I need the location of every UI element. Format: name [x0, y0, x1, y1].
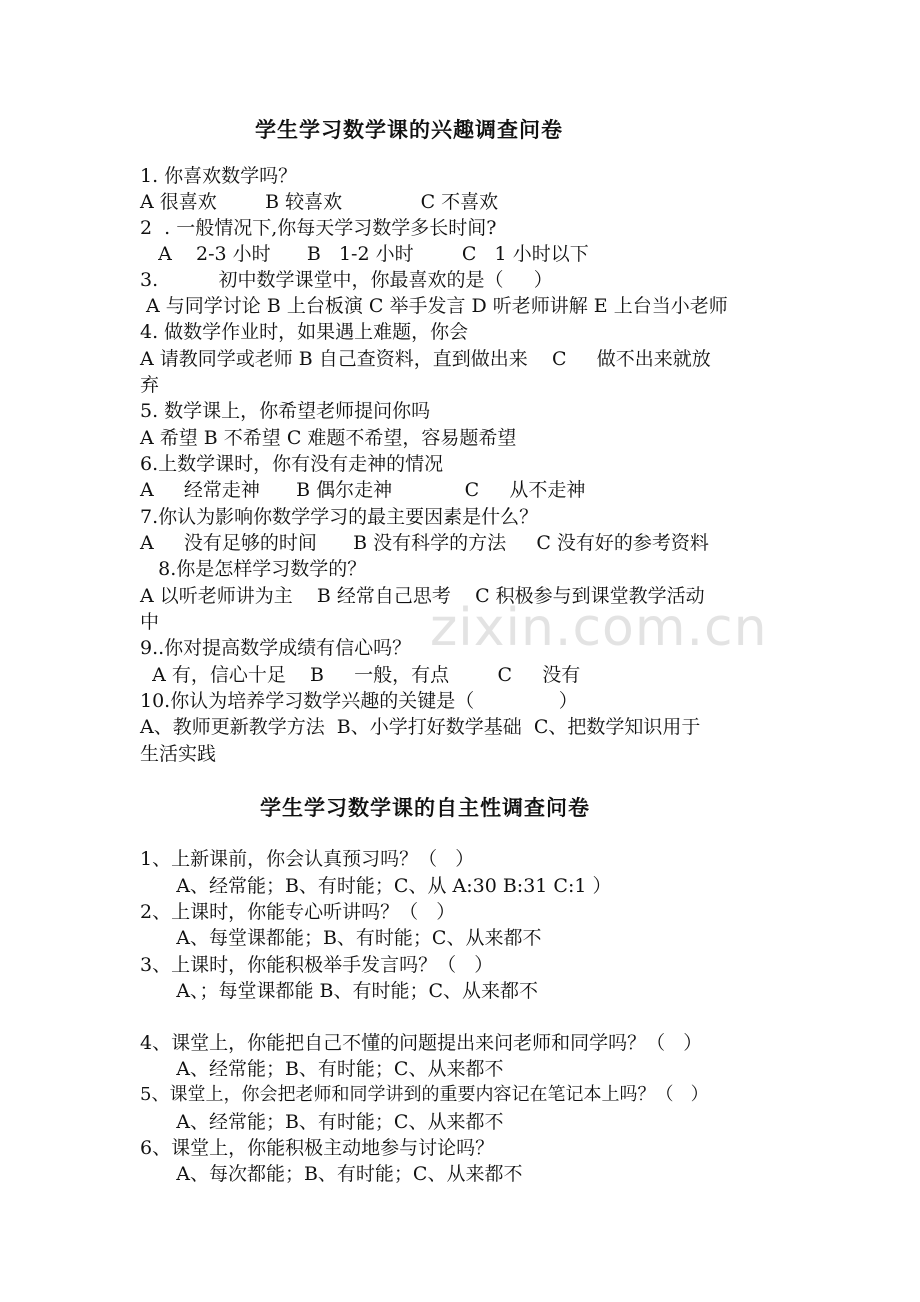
survey1-line: A、教师更新教学方法 B、小学打好数学基础 C、把数学知识用于	[140, 716, 701, 738]
survey1-line: 生活实践	[140, 743, 217, 765]
survey1-line: 9..你对提高数学成绩有信心吗？	[140, 637, 412, 659]
survey1-line: A 希望 B 不希望 C 难题不希望，容易题希望	[140, 427, 517, 449]
survey1-line: 5. 数学课上，你希望老师提问你吗	[140, 400, 431, 422]
survey1-line: 中	[140, 611, 160, 633]
survey2-line: 4、课堂上，你能把自己不懂的问题提出来问老师和同学吗？（ ）	[140, 1032, 703, 1054]
survey1-line: 7.你认为影响你数学学习的最主要因素是什么？	[140, 506, 539, 528]
survey1-line: A 与同学讨论 B 上台板演 C 举手发言 D 听老师讲解 E 上台当小老师	[140, 295, 728, 317]
survey2-line: 1、上新课前，你会认真预习吗？（ ）	[140, 848, 475, 870]
survey2-line: A、经常能；B、有时能；C、从来都不	[140, 1058, 504, 1080]
survey1-line: A 2-3 小时 B 1-2 小时 C 1 小时以下	[140, 243, 589, 265]
survey2-line: 3、上课时，你能积极举手发言吗？（ ）	[140, 954, 494, 976]
survey1-line: 2 . 一般情况下,你每天学习数学多长时间?	[140, 217, 497, 239]
survey2-line: A、；每堂课都能 B、有时能；C、从来都不	[140, 980, 538, 1002]
survey2-line: 2、上课时，你能专心听讲吗？（ ）	[140, 901, 456, 923]
survey1-line: 8.你是怎样学习数学的？	[140, 558, 367, 580]
survey1-line: A 以听老师讲为主 B 经常自己思考 C 积极参与到课堂教学活动	[140, 585, 705, 607]
survey1-line: A 没有足够的时间 B 没有科学的方法 C 没有好的参考资料	[140, 532, 709, 554]
survey1-title: 学生学习数学课的兴趣调查问卷	[255, 117, 563, 142]
survey2-line: A、每次都能；B、有时能；C、从来都不	[140, 1163, 523, 1185]
survey1-line: 6.上数学课时，你有没有走神的情况	[140, 453, 444, 475]
survey2-line: A、每堂课都能；B、有时能；C、从来都不	[140, 927, 542, 949]
survey2-line: A、经常能；B、有时能；C、从 A:30 B:31 C:1 ）	[140, 875, 612, 897]
survey1-line: A 很喜欢 B 较喜欢 C 不喜欢	[140, 191, 499, 213]
survey2-line: 5、课堂上，你会把老师和同学讲到的重要内容记在笔记本上吗？（ ）	[140, 1084, 709, 1105]
survey1-line: A 有，信心十足 B 一般，有点 C 没有	[140, 664, 581, 686]
survey2-line: 6、课堂上，你能积极主动地参与讨论吗？	[140, 1137, 495, 1159]
survey1-line: 4. 做数学作业时，如果遇上难题，你会	[140, 321, 469, 343]
survey1-line: 1. 你喜欢数学吗？	[140, 165, 298, 187]
survey1-line: 弃	[140, 374, 160, 396]
survey2-title: 学生学习数学课的自主性调查问卷	[260, 795, 590, 820]
survey1-line: 3. 初中数学课堂中，你最喜欢的是（ ）	[140, 269, 553, 291]
watermark: zixin.com.cn	[430, 598, 768, 658]
survey1-line: 10.你认为培养学习数学兴趣的关键是（ ）	[140, 690, 578, 712]
survey1-line: A 请教同学或老师 B 自己查资料，直到做出来 C 做不出来就放	[140, 348, 711, 370]
survey2-line: A、经常能；B、有时能；C、从来都不	[140, 1111, 504, 1133]
survey1-line: A 经常走神 B 偶尔走神 C 从不走神	[140, 479, 586, 501]
